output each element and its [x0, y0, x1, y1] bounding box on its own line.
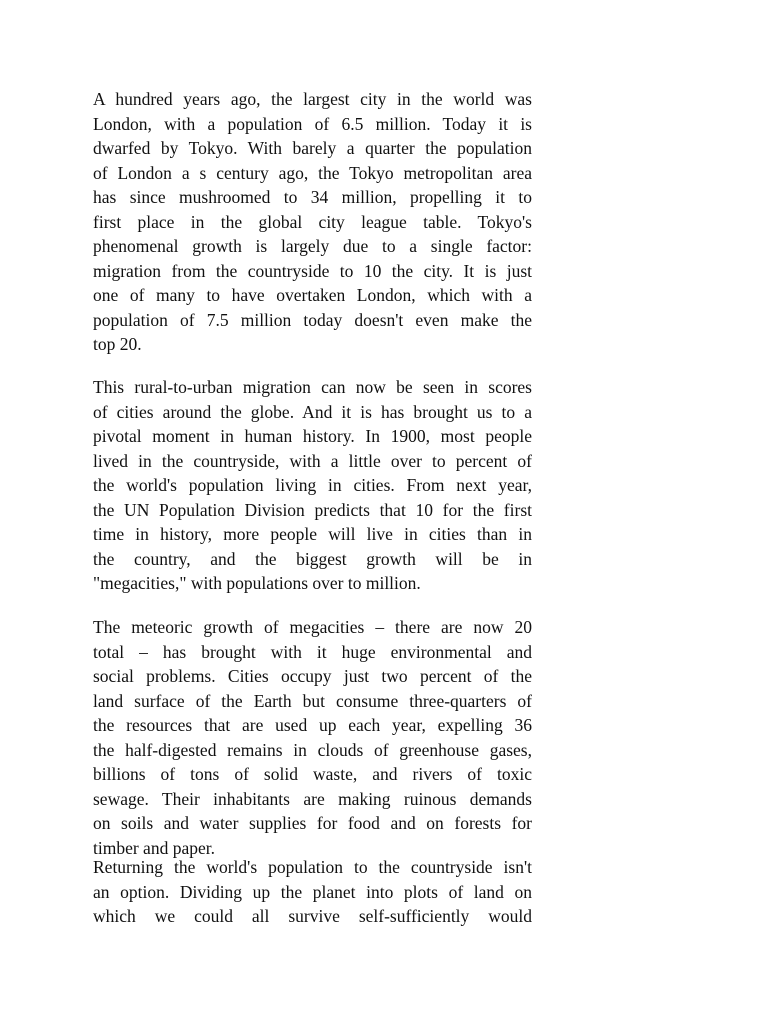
paragraph-2: [93, 375, 532, 596]
paragraph-line: has since mushroomed to 34 million, propelling it to: [93, 187, 532, 207]
paragraph-line: the resources that are used up each year, expelling 36: [93, 715, 532, 735]
paragraph-line: The meteoric growth of megacities – there are now 20: [93, 617, 532, 637]
paragraph-line: on soils and water supplies for food and on forests for: [93, 813, 532, 833]
paragraph-line: population of 7.5 million today doesn't even make the: [93, 309, 532, 330]
paragraph-1: [93, 87, 532, 357]
paragraph-line: the half-digested remains in clouds of greenhouse gases,: [93, 739, 532, 760]
paragraph-line: top 20.: [93, 334, 142, 354]
paragraph-line: first place in the global city league table. Tokyo's: [93, 211, 532, 232]
paragraph-line: Returning the world's population to the countryside isn't: [93, 857, 532, 877]
paragraph-line: "megacities," with populations over to million.: [93, 573, 421, 593]
paragraph-line: the UN Population Division predicts that 10 for the first: [93, 499, 532, 520]
paragraph-line: pivotal moment in human history. In 1900, most people: [93, 426, 532, 446]
paragraph-line: one of many to have overtaken London, which with a: [93, 285, 532, 305]
paragraph-3: [93, 615, 532, 860]
paragraph-line: lived in the countryside, with a little over to percent of: [93, 450, 532, 471]
paragraph-4: [93, 855, 532, 929]
paragraph-line: phenomenal growth is largely due to a single factor:: [93, 236, 532, 256]
paragraph-line: time in history, more people will live in cities than in: [93, 524, 532, 544]
paragraph-line: the world's population living in cities. From next year,: [93, 475, 532, 495]
paragraph-line: the country, and the biggest growth will be in: [93, 548, 532, 569]
paragraph-line: which we could all survive self-sufficiently would: [93, 906, 532, 926]
paragraph-line: of London a s century ago, the Tokyo metropolitan area: [93, 162, 532, 183]
paragraph-line: A hundred years ago, the largest city in the world was: [93, 89, 532, 109]
paragraph-line: land surface of the Earth but consume three-quarters of: [93, 690, 532, 711]
paragraph-line: sewage. Their inhabitants are making ruinous demands: [93, 788, 532, 809]
paragraph-line: timber and paper.: [93, 837, 215, 858]
paragraph-line: billions of tons of solid waste, and rivers of toxic: [93, 764, 532, 784]
paragraph-line: an option. Dividing up the planet into plots of land on: [93, 881, 532, 902]
paragraph-line: dwarfed by Tokyo. With barely a quarter the population: [93, 138, 532, 158]
paragraph-line: This rural-to-urban migration can now be seen in scores: [93, 377, 532, 397]
paragraph-line: total – has brought with it huge environmental and: [93, 641, 532, 662]
paragraph-line: London, with a population of 6.5 million. Today it is: [93, 113, 532, 134]
paragraph-line: migration from the countryside to 10 the city. It is just: [93, 260, 532, 281]
paragraph-line: of cities around the globe. And it is has brought us to a: [93, 401, 532, 422]
paragraph-line: social problems. Cities occupy just two percent of the: [93, 666, 532, 686]
